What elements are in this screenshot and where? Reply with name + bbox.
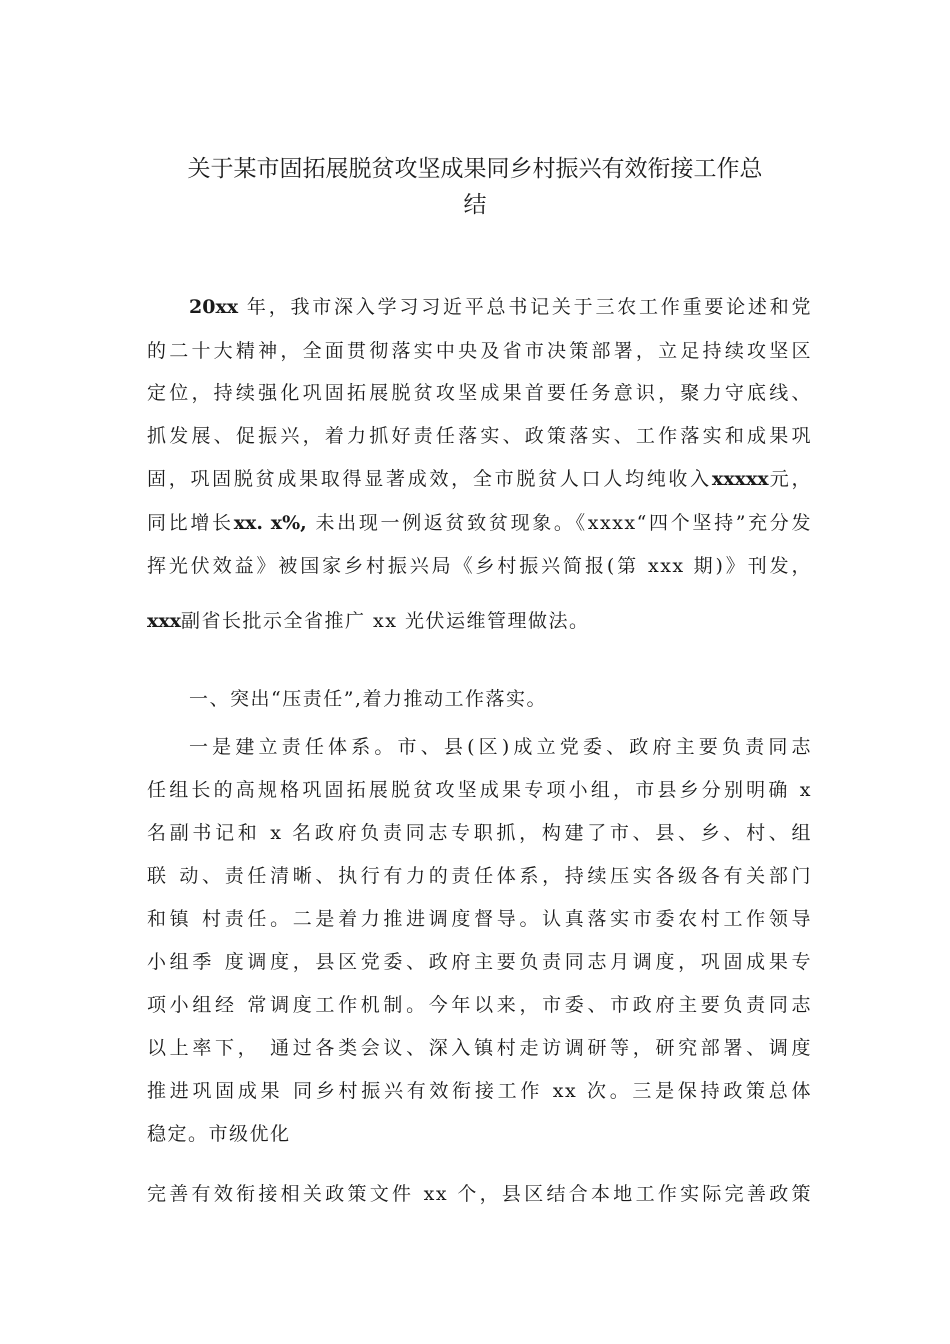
document-title-line-2: 结	[463, 192, 487, 218]
document-title-line-1: 关于某市固拓展脱贫攻坚成果同乡村振兴有效衔接工作总	[187, 156, 763, 182]
section1-line: 项小组经 常调度工作机制。今年以来，市委、市政府主要负责同志	[147, 994, 812, 1016]
section1-line: 和镇 村责任。二是着力推进调度督导。认真落实市委农村工作领导	[147, 908, 812, 930]
intro-line-2: 的二十大精神，全面贯彻落实中央及省市决策部署，立足持续攻坚区	[147, 340, 812, 362]
intro-line-5: 固，巩固脱贫成果取得显著成效，全市脱贫人口人均纯收入xxxxx元，	[147, 468, 812, 490]
section1-line: 以上率下， 通过各类会议、深入镇村走访调研等，研究部署、调度	[147, 1037, 812, 1059]
intro-line-6: 同比增长xx. x%, 未出现一例返贫致贫现象。《xxxx“四个坚持”充分发	[147, 512, 812, 534]
section1-line: 推进巩固成果 同乡村振兴有效衔接工作 xx 次。三是保持政策总体	[147, 1080, 812, 1102]
section1-line: 名副书记和 x 名政府负责同志专职抓，构建了市、县、乡、村、组	[147, 822, 812, 844]
section1-continued-line: 完善有效衔接相关政策文件 xx 个，县区结合本地工作实际完善政策	[147, 1183, 812, 1205]
section1-line: 联 动、责任清晰、执行有力的责任体系，持续压实各级各有关部门	[147, 865, 812, 887]
intro-line-3: 定位，持续强化巩固拓展脱贫攻坚成果首要任务意识，聚力守底线、	[147, 382, 812, 404]
intro-line-4: 抓发展、促振兴，着力抓好责任落实、政策落实、工作落实和成果巩	[147, 425, 812, 447]
intro-line-1: 20xx 年，我市深入学习习近平总书记关于三农工作重要论述和党	[189, 296, 812, 318]
income-value: xxxxx	[711, 468, 769, 490]
section1-line: 一是建立责任体系。市、县(区)成立党委、政府主要负责同志	[189, 736, 812, 758]
growth-value: xx. x%,	[233, 512, 307, 534]
intro-line-8: xxx副省长批示全省推广 xx 光伏运维管理做法。	[147, 610, 590, 632]
section-heading-1: 一、突出“压责任”,着力推动工作落实。	[189, 688, 547, 710]
year-value: 20xx	[189, 296, 239, 318]
section1-line: 稳定。市级优化	[147, 1123, 291, 1145]
intro-line-7: 挥光伏效益》被国家乡村振兴局《乡村振兴简报(第 xxx 期)》刊发，	[147, 555, 812, 577]
section1-line: 小组季 度调度，县区党委、政府主要负责同志月调度，巩固成果专	[147, 951, 812, 973]
section1-line: 任组长的高规格巩固拓展脱贫攻坚成果专项小组，市县乡分别明确 x	[147, 779, 812, 801]
